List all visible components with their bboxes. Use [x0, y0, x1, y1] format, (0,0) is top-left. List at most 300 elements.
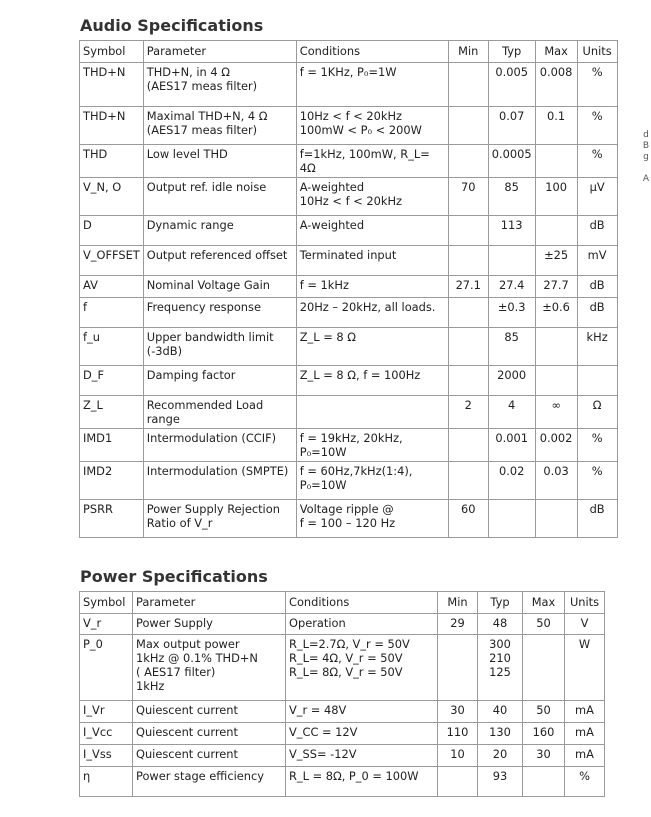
- column-header: Min: [438, 592, 478, 614]
- cell-max: [535, 63, 577, 107]
- parameter-line: THD+N, in 4 Ω: [146, 65, 230, 79]
- cell-conditions: [296, 462, 448, 500]
- typ-value: 0.0005: [491, 147, 532, 161]
- conditions-line: R_L = 8Ω, P_0 = 100W: [289, 769, 419, 783]
- cell-parameter: [143, 298, 296, 328]
- cell-symbol: [80, 745, 133, 767]
- conditions-line: f = 19kHz, 20kHz, P₀=10W: [299, 431, 403, 459]
- cell-units: [577, 429, 617, 462]
- max-value: 0.1: [547, 109, 566, 123]
- cell-parameter: [133, 723, 286, 745]
- cell-parameter: [143, 216, 296, 246]
- symbol-value: THD+N: [83, 65, 126, 79]
- parameter-line: Nominal Voltage Gain: [146, 278, 271, 292]
- table-row: [80, 107, 618, 145]
- cell-conditions: [296, 107, 448, 145]
- cell-min: [448, 63, 488, 107]
- conditions-line: f = 1kHz: [299, 278, 349, 292]
- cell-min: [448, 429, 488, 462]
- cell-max: [535, 429, 577, 462]
- cell-symbol: [80, 216, 144, 246]
- min-value: 27.1: [455, 278, 481, 292]
- parameter-line: Output ref. idle noise: [146, 180, 267, 194]
- cell-parameter: [143, 246, 296, 276]
- parameter-line: (AES17 meas filter): [146, 123, 258, 137]
- cell-max: [523, 701, 565, 723]
- conditions-line: Z_L = 8 Ω, f = 100Hz: [299, 368, 421, 382]
- cell-max: [535, 396, 577, 429]
- column-header: Parameter: [133, 592, 286, 614]
- conditions-line: 100mW < P₀ < 200W: [299, 123, 422, 137]
- cell-max: [535, 216, 577, 246]
- cell-max: [523, 723, 565, 745]
- column-header: Max: [535, 41, 577, 63]
- cell-parameter: [143, 63, 296, 107]
- max-value: ±0.6: [542, 300, 570, 314]
- table-row: [80, 462, 618, 500]
- cell-parameter: [143, 396, 296, 429]
- cell-typ: [488, 328, 535, 366]
- units-value: kHz: [586, 330, 608, 344]
- table-row: [80, 178, 618, 216]
- parameter-line: Low level THD: [146, 147, 228, 161]
- cell-min: [438, 614, 478, 635]
- cell-conditions: [296, 178, 448, 216]
- conditions-line: A-weighted: [299, 180, 365, 194]
- cell-min: [448, 178, 488, 216]
- cell-typ: [488, 462, 535, 500]
- cell-max: [523, 745, 565, 767]
- table-row: [80, 745, 605, 767]
- table-row: [80, 298, 618, 328]
- symbol-value: V_N, O: [83, 180, 122, 194]
- cell-typ: [488, 276, 535, 298]
- parameter-line: Upper bandwidth limit: [146, 330, 274, 344]
- parameter-line: 1kHz @ 0.1% THD+N: [136, 651, 258, 665]
- units-value: dB: [589, 502, 605, 516]
- cell-max: [535, 107, 577, 145]
- max-value: 50: [536, 703, 551, 717]
- max-value: 27.7: [543, 278, 569, 292]
- cell-symbol: [80, 246, 144, 276]
- table-row: [80, 429, 618, 462]
- cell-typ: [488, 178, 535, 216]
- cell-symbol: [80, 145, 144, 178]
- typ-value: 0.001: [495, 431, 528, 445]
- cell-symbol: [80, 276, 144, 298]
- conditions-line: f = 1KHz, P₀=1W: [299, 65, 397, 79]
- cell-parameter: [143, 178, 296, 216]
- cell-min: [438, 635, 478, 701]
- cell-min: [448, 298, 488, 328]
- cell-parameter: [143, 366, 296, 396]
- cell-units: [565, 635, 605, 701]
- max-value: 0.03: [543, 464, 569, 478]
- symbol-value: η: [83, 769, 91, 783]
- parameter-line: (-3dB): [146, 344, 183, 358]
- cell-units: [565, 745, 605, 767]
- symbol-value: f_u: [83, 330, 100, 344]
- units-value: mA: [575, 703, 594, 717]
- typ-value: 300 210 125: [489, 637, 511, 679]
- cell-max: [535, 366, 577, 396]
- cell-typ: [488, 429, 535, 462]
- cell-conditions: [296, 246, 448, 276]
- parameter-line: Quiescent current: [136, 747, 238, 761]
- parameter-line: Quiescent current: [136, 703, 238, 717]
- cell-max: [535, 145, 577, 178]
- audio-section-title: Audio Specifications: [80, 16, 264, 35]
- table-row: [80, 246, 618, 276]
- cell-min: [438, 723, 478, 745]
- cell-max: [535, 178, 577, 216]
- cell-conditions: [296, 366, 448, 396]
- parameter-line: ( AES17 filter): [136, 665, 216, 679]
- cell-symbol: [80, 500, 144, 538]
- max-value: 30: [536, 747, 551, 761]
- conditions-line: V_r = 48V: [289, 703, 347, 717]
- symbol-value: V_r: [83, 616, 102, 630]
- parameter-line: Quiescent current: [136, 725, 238, 739]
- cell-max: [535, 462, 577, 500]
- cell-symbol: [80, 635, 133, 701]
- units-value: mA: [575, 747, 594, 761]
- cell-units: [577, 396, 617, 429]
- typ-value: 0.07: [498, 109, 525, 123]
- cell-min: [438, 701, 478, 723]
- cell-parameter: [133, 635, 286, 701]
- conditions-line: Z_L = 8 Ω: [299, 330, 356, 344]
- conditions-line: f = 100 – 120 Hz: [299, 516, 396, 530]
- cell-units: [577, 107, 617, 145]
- cell-units: [565, 723, 605, 745]
- conditions-line: f = 60Hz,7kHz(1:4),: [299, 464, 413, 478]
- table-row: [80, 396, 618, 429]
- parameter-line: Recommended Load range: [146, 398, 264, 426]
- cell-max: [535, 500, 577, 538]
- table-row: [80, 614, 605, 635]
- cell-parameter: [133, 767, 286, 797]
- cell-conditions: [296, 145, 448, 178]
- cell-conditions: [296, 298, 448, 328]
- cell-parameter: [143, 328, 296, 366]
- typ-value: 113: [500, 218, 523, 232]
- cell-typ: [488, 500, 535, 538]
- conditions-line: A-weighted: [299, 218, 365, 232]
- max-value: 100: [545, 180, 567, 194]
- cell-units: [577, 462, 617, 500]
- max-value: ±25: [544, 248, 569, 262]
- min-value: 2: [464, 398, 472, 412]
- units-value: %: [591, 431, 603, 445]
- cell-conditions: [286, 701, 438, 723]
- units-value: %: [591, 109, 603, 123]
- max-value: 0.002: [539, 431, 573, 445]
- cell-typ: [478, 745, 523, 767]
- cell-max: [535, 298, 577, 328]
- symbol-value: I_Vr: [83, 703, 105, 717]
- power-section-title: Power Specifications: [80, 567, 268, 586]
- typ-value: 27.4: [498, 278, 525, 292]
- typ-value: 0.02: [498, 464, 525, 478]
- symbol-value: THD: [83, 147, 108, 161]
- cell-conditions: [296, 328, 448, 366]
- cell-typ: [488, 366, 535, 396]
- cell-symbol: [80, 178, 144, 216]
- cell-min: [448, 246, 488, 276]
- column-header: Min: [448, 41, 488, 63]
- cell-conditions: [296, 396, 448, 429]
- cell-symbol: [80, 396, 144, 429]
- cell-max: [523, 635, 565, 701]
- cell-min: [438, 745, 478, 767]
- table-row: [80, 328, 618, 366]
- cell-conditions: [296, 276, 448, 298]
- cell-units: [577, 145, 617, 178]
- conditions-line: Operation: [289, 616, 346, 630]
- cell-min: [448, 216, 488, 246]
- column-header: Typ: [488, 41, 535, 63]
- conditions-line: f=1kHz, 100mW, R_L= 4Ω: [299, 147, 430, 175]
- cell-conditions: [296, 500, 448, 538]
- cell-max: [535, 246, 577, 276]
- cell-typ: [488, 246, 535, 276]
- cell-min: [448, 462, 488, 500]
- cell-min: [448, 328, 488, 366]
- symbol-value: IMD1: [83, 431, 113, 445]
- cell-units: [577, 328, 617, 366]
- power-specifications-table: [79, 591, 605, 797]
- cell-typ: [488, 107, 535, 145]
- table-row: [80, 276, 618, 298]
- symbol-value: IMD2: [83, 464, 113, 478]
- min-value: 10: [450, 747, 465, 761]
- symbol-value: P_0: [83, 637, 103, 651]
- parameter-line: Power Supply Rejection: [146, 502, 280, 516]
- cell-symbol: [80, 767, 133, 797]
- table-row: [80, 145, 618, 178]
- parameter-line: Max output power: [136, 637, 240, 651]
- typ-value: 0.005: [495, 65, 528, 79]
- cell-units: [577, 216, 617, 246]
- table-row: [80, 216, 618, 246]
- typ-value: 2000: [497, 368, 527, 382]
- cell-conditions: [286, 723, 438, 745]
- cell-conditions: [286, 614, 438, 635]
- units-value: %: [591, 464, 603, 478]
- parameter-line: Intermodulation (SMPTE): [146, 464, 289, 478]
- parameter-line: 1kHz: [136, 679, 165, 693]
- cell-parameter: [133, 701, 286, 723]
- cell-conditions: [286, 745, 438, 767]
- symbol-value: PSRR: [83, 502, 113, 516]
- conditions-line: R_L= 8Ω, V_r = 50V: [289, 665, 403, 679]
- cell-min: [448, 276, 488, 298]
- typ-value: 40: [492, 703, 508, 717]
- cell-parameter: [133, 745, 286, 767]
- cell-typ: [488, 396, 535, 429]
- table-row: [80, 701, 605, 723]
- cell-typ: [488, 63, 535, 107]
- cell-conditions: [296, 429, 448, 462]
- units-value: μV: [589, 180, 605, 194]
- cell-parameter: [133, 614, 286, 635]
- cell-max: [523, 614, 565, 635]
- parameter-line: Damping factor: [146, 368, 236, 382]
- cell-units: [577, 298, 617, 328]
- cell-symbol: [80, 614, 133, 635]
- conditions-line: V_SS= -12V: [289, 747, 357, 761]
- column-header: Conditions: [286, 592, 438, 614]
- conditions-line: Voltage ripple @: [299, 502, 394, 516]
- typ-value: 93: [492, 769, 508, 783]
- cell-units: [577, 500, 617, 538]
- column-header: Symbol: [80, 41, 144, 63]
- cell-symbol: [80, 366, 144, 396]
- audio-specifications-table: [79, 40, 618, 538]
- typ-value: 48: [492, 616, 508, 630]
- symbol-value: THD+N: [83, 109, 126, 123]
- min-value: 70: [461, 180, 476, 194]
- column-header: Typ: [478, 592, 523, 614]
- parameter-line: Ratio of V_r: [146, 516, 213, 530]
- table-header-row: [80, 41, 618, 63]
- symbol-value: D_F: [83, 368, 105, 382]
- cell-typ: [488, 298, 535, 328]
- min-value: 30: [450, 703, 465, 717]
- max-value: 160: [532, 725, 555, 739]
- max-value: 0.008: [539, 65, 573, 79]
- cell-conditions: [296, 216, 448, 246]
- column-header: Units: [577, 41, 617, 63]
- cell-max: [523, 767, 565, 797]
- cell-parameter: [143, 276, 296, 298]
- cell-units: [565, 767, 605, 797]
- table-header-row: [80, 592, 605, 614]
- typ-value: ±0.3: [497, 300, 526, 314]
- min-value: 60: [461, 502, 476, 516]
- symbol-value: Z_L: [83, 398, 103, 412]
- units-value: %: [591, 147, 603, 161]
- cell-symbol: [80, 429, 144, 462]
- symbol-value: f: [83, 300, 88, 314]
- units-value: %: [579, 769, 590, 783]
- table-row: [80, 635, 605, 701]
- symbol-value: D: [83, 218, 92, 232]
- cell-symbol: [80, 701, 133, 723]
- conditions-line: 20Hz – 20kHz, all loads.: [299, 300, 436, 314]
- typ-value: 85: [504, 330, 519, 344]
- cell-min: [448, 145, 488, 178]
- column-header: Symbol: [80, 592, 133, 614]
- units-value: mV: [587, 248, 607, 262]
- column-header: Conditions: [296, 41, 448, 63]
- cell-min: [448, 396, 488, 429]
- column-header: Max: [523, 592, 565, 614]
- cell-parameter: [143, 107, 296, 145]
- column-header: Parameter: [143, 41, 296, 63]
- cell-units: [577, 178, 617, 216]
- side-margin-text: d B g A: [642, 130, 650, 184]
- cell-symbol: [80, 107, 144, 145]
- parameter-line: Power stage efficiency: [136, 769, 264, 783]
- cell-conditions: [296, 63, 448, 107]
- cell-conditions: [286, 635, 438, 701]
- parameter-line: Intermodulation (CCIF): [146, 431, 277, 445]
- cell-symbol: [80, 723, 133, 745]
- typ-value: 130: [489, 725, 511, 739]
- cell-symbol: [80, 462, 144, 500]
- cell-units: [577, 366, 617, 396]
- conditions-line: Terminated input: [299, 248, 397, 262]
- cell-typ: [488, 216, 535, 246]
- typ-value: 85: [504, 180, 519, 194]
- conditions-line: P₀=10W: [299, 478, 347, 492]
- parameter-line: Frequency response: [146, 300, 261, 314]
- cell-typ: [478, 701, 523, 723]
- units-value: Ω: [592, 398, 602, 412]
- cell-parameter: [143, 429, 296, 462]
- cell-parameter: [143, 462, 296, 500]
- typ-value: 4: [508, 398, 516, 412]
- units-value: %: [591, 65, 603, 79]
- cell-typ: [488, 145, 535, 178]
- units-value: dB: [589, 278, 605, 292]
- parameter-line: Power Supply: [136, 616, 213, 630]
- cell-symbol: [80, 63, 144, 107]
- cell-symbol: [80, 328, 144, 366]
- units-value: dB: [589, 218, 605, 232]
- max-value: 50: [536, 616, 551, 630]
- symbol-value: AV: [83, 278, 98, 292]
- cell-parameter: [143, 500, 296, 538]
- symbol-value: I_Vss: [83, 747, 112, 761]
- conditions-line: [300, 398, 445, 412]
- units-value: V: [580, 616, 589, 630]
- table-row: [80, 500, 618, 538]
- cell-units: [565, 614, 605, 635]
- cell-typ: [478, 767, 523, 797]
- units-value: mA: [575, 725, 594, 739]
- min-value: 110: [446, 725, 469, 739]
- parameter-line: (AES17 meas filter): [146, 79, 258, 93]
- cell-typ: [478, 723, 523, 745]
- cell-max: [535, 276, 577, 298]
- cell-units: [565, 701, 605, 723]
- cell-symbol: [80, 298, 144, 328]
- table-row: [80, 767, 605, 797]
- symbol-value: V_OFFSET: [83, 248, 140, 262]
- cell-typ: [478, 614, 523, 635]
- cell-units: [577, 276, 617, 298]
- units-value: W: [578, 637, 591, 651]
- conditions-line: 10Hz < f < 20kHz: [299, 109, 403, 123]
- conditions-line: V_CC = 12V: [289, 725, 358, 739]
- cell-min: [448, 366, 488, 396]
- symbol-value: I_Vcc: [83, 725, 113, 739]
- cell-min: [448, 107, 488, 145]
- cell-units: [577, 246, 617, 276]
- typ-value: 20: [492, 747, 508, 761]
- conditions-line: 10Hz < f < 20kHz: [299, 194, 403, 208]
- units-value: dB: [589, 300, 605, 314]
- conditions-line: R_L= 4Ω, V_r = 50V: [289, 651, 403, 665]
- table-row: [80, 366, 618, 396]
- max-value: ∞: [551, 398, 561, 412]
- cell-units: [577, 63, 617, 107]
- cell-min: [448, 500, 488, 538]
- cell-min: [438, 767, 478, 797]
